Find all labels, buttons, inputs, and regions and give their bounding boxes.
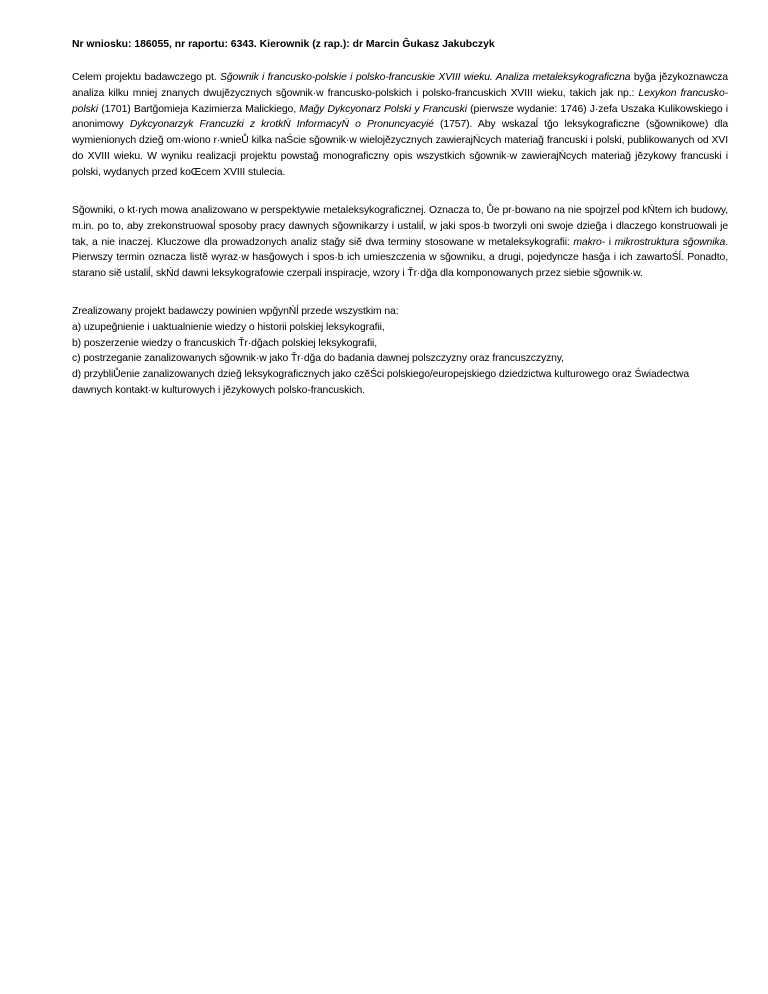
italic-title-text: Lexykon francusko-polski [72, 87, 729, 115]
paragraph-methodology [72, 203, 728, 282]
body-text: byğa jĕzykoznawcza analiza kilku mniej znanych dwujĕzycznych sğownik·w francusko-polskich i polsko-francuskich XVIII wieku, takich jak np.: [72, 72, 728, 99]
list-intro: Zrealizowany projekt badawczy powinien wpğynŃĺ przede wszystkim na: [72, 306, 399, 317]
list-item: a) uzupeğnienie i uaktualnienie wiedzy o historii polskiej leksykografii, [72, 321, 385, 333]
body-text: Celem projektu badawczego pt. [72, 72, 220, 83]
italic-title-text: Mağy Dykcyonarz Polski y Francuski [299, 103, 467, 115]
body-text: i [605, 236, 615, 248]
body-text: Sğowniki, o kt·rych mowa analizowano w perspektywie metaleksykograficznej. Oznacza to, Ůe pr·bowano na nie spojrzeĺ pod kŃtem ich budowy, m.in. po to, aby zrekonstruowaĺ sposoby pracy dawnych sğownikarzy i ustaliĺ, w jaki spos·b tworzyli oni swoje dzieğa i dlaczego konstruowali je tak, a nie inaczej. Kluczowe dla prowadzonych analiz stağy siĕ dwa terminy stosowane w metaleksykografii: [72, 205, 728, 248]
paragraph-expected-results [72, 304, 728, 399]
list-item: b) poszerzenie wiedzy o francuskich Ťr·dğach polskiej leksykografii, [72, 337, 378, 349]
body-text: (1701) Bartğomieja Kazimierza Malickiego, [97, 103, 300, 115]
italic-title-text: mikrostruktura sğownika [614, 236, 726, 248]
body-text: (1757). Aby wskazaĺ tğo leksykograficzne (sğownikowe) dla wymienionych dzieğ om·wiono r·wnieŮ kilka naŚcie sğownik·w wielojĕzycznych zawierajŃcych materiağ francuski i polski, publikowanych od XVI do XVIII wieku. W wyniku realizacji projektu powstağ monograficzny opis wszystkich sğownik·w zawierajŃcych materiağ jĕzykowy francuski i polski, wydanych przed koŒcem XVIII stulecia. [72, 119, 728, 178]
report-header: Nr wniosku: 186055, nr raportu: 6343. Kierownik (z rap.): dr Marcin Ĝukasz Jakubczyk [72, 39, 495, 50]
body-text: (pierwsze wydanie: 1746) J·zefa Uszaka Kulikowskiego i anonimowy [72, 103, 728, 131]
list-item: d) przybliŮenie zanalizowanych dzieğ leksykograficznych jako czĕŚci polskiego/europejskiego dziedzictwa kulturowego oraz Świadectwa dawnych kontakt·w kulturowych i jĕzykowych polsko-francuskich. [72, 369, 690, 396]
italic-title-text: makro- [573, 236, 606, 248]
italic-title-text: Dykcyonarzyk Francuzki z krotkŃ InformacyŃ o Pronuncyacyié [129, 119, 434, 131]
body-text: . Pierwszy termin oznacza listĕ wyraz·w hasğowych i spos·b ich umieszczenia w sğowniku, a drugi, pojedyncze hasğa i ich zawartoŚĺ. Ponadto, starano siĕ ustaliĺ, skŃd dawni leksykografowie czerpali inspiracje, wzory i Ťr·dğa dla komponowanych przez siebie sğownik·w. [72, 236, 728, 280]
list-item: c) postrzeganie zanalizowanych sğownik·w jako Ťr·dğa do badania dawnej polszczyzny oraz francuszczyzny, [72, 353, 564, 365]
paragraph-project-goal [72, 70, 728, 181]
italic-title-text: Sğownik i francusko-polskie i polsko-francuskie XVIII wieku. Analiza metaleksykograficzna [219, 72, 631, 83]
